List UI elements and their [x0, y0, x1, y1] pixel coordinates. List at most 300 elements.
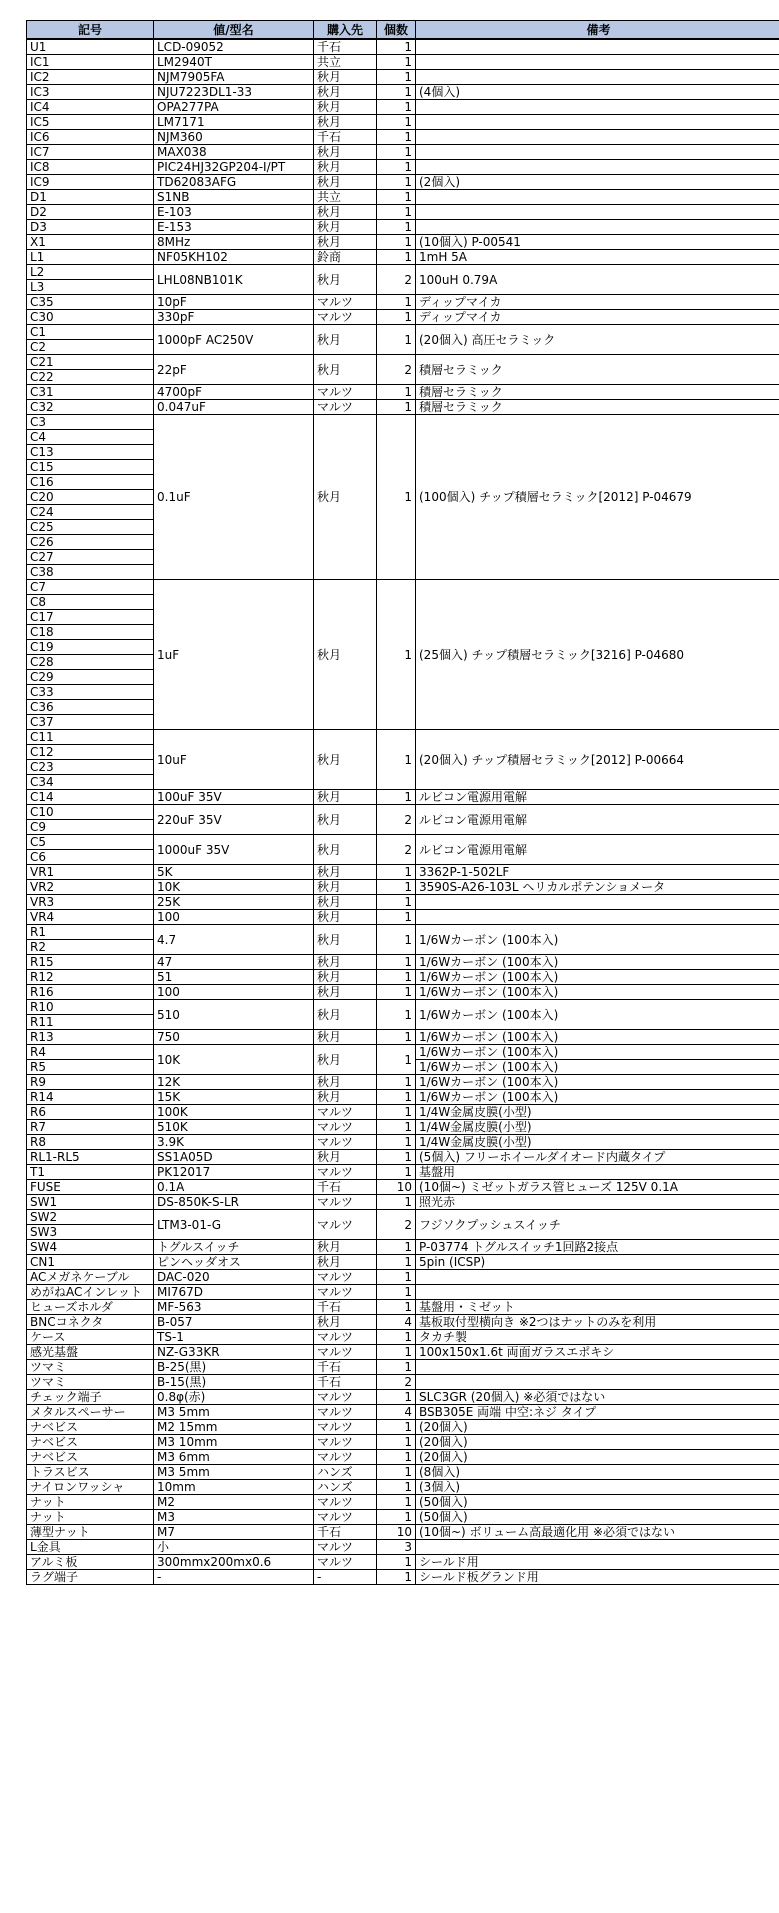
part-note	[416, 100, 779, 115]
table-row	[27, 415, 779, 430]
part-note: (20個入) 高圧セラミック	[416, 325, 779, 355]
part-value: 100	[154, 985, 314, 1000]
part-quantity: 1	[377, 55, 416, 70]
part-note: (2個入)	[416, 175, 779, 190]
part-symbol: L1	[27, 250, 154, 265]
table-body	[27, 39, 779, 1585]
part-note: 積層セラミック	[416, 385, 779, 400]
part-vendor: 秋月	[314, 865, 377, 880]
part-value: 0.8φ(赤)	[154, 1390, 314, 1405]
part-quantity: 1	[377, 970, 416, 985]
part-symbol: C35	[27, 295, 154, 310]
part-vendor: 秋月	[314, 835, 377, 865]
part-note: (50個入)	[416, 1510, 779, 1525]
part-note: 1/4W金属皮膜(小型)	[416, 1135, 779, 1150]
part-symbol: IC5	[27, 115, 154, 130]
table-row	[27, 1135, 779, 1150]
part-value: S1NB	[154, 190, 314, 205]
table-header	[27, 21, 779, 40]
table-row	[27, 1180, 779, 1195]
part-vendor: マルツ	[314, 1510, 377, 1525]
table-row	[27, 1120, 779, 1135]
table-row	[27, 1270, 779, 1285]
part-quantity: 1	[377, 790, 416, 805]
part-note: (100個入) チップ積層セラミック[2012] P-04679	[416, 415, 779, 580]
table-row	[27, 1300, 779, 1315]
part-value: E-153	[154, 220, 314, 235]
part-vendor: 千石	[314, 130, 377, 145]
part-quantity: 1	[377, 580, 416, 730]
part-vendor: ハンズ	[314, 1480, 377, 1495]
part-value: E-103	[154, 205, 314, 220]
part-quantity: 1	[377, 1075, 416, 1090]
part-quantity: 1	[377, 1360, 416, 1375]
table-row	[27, 190, 779, 205]
part-symbol: D3	[27, 220, 154, 235]
part-symbol: IC8	[27, 160, 154, 175]
table-row	[27, 145, 779, 160]
part-symbol: VR4	[27, 910, 154, 925]
part-value: 51	[154, 970, 314, 985]
part-symbol: ツマミ	[27, 1375, 154, 1390]
part-quantity: 2	[377, 835, 416, 865]
table-row	[27, 1165, 779, 1180]
part-vendor: 秋月	[314, 1045, 377, 1075]
part-symbol: C17	[27, 610, 154, 625]
part-value: LCD-09052	[154, 39, 314, 55]
table-row	[27, 1240, 779, 1255]
part-vendor: 千石	[314, 1525, 377, 1540]
part-symbol: ケース	[27, 1330, 154, 1345]
table-row	[27, 1030, 779, 1045]
table-row	[27, 310, 779, 325]
table-row	[27, 955, 779, 970]
table-row	[27, 1330, 779, 1345]
table-row	[27, 205, 779, 220]
part-value: B-25(黒)	[154, 1360, 314, 1375]
part-symbol: C5	[27, 835, 154, 850]
part-note: ディップマイカ	[416, 310, 779, 325]
part-vendor: マルツ	[314, 1555, 377, 1570]
part-value: MF-563	[154, 1300, 314, 1315]
table-row	[27, 1090, 779, 1105]
part-quantity: 2	[377, 265, 416, 295]
table-row	[27, 325, 779, 340]
part-vendor: マルツ	[314, 1540, 377, 1555]
part-note	[416, 1360, 779, 1375]
part-symbol: C10	[27, 805, 154, 820]
part-vendor: マルツ	[314, 1165, 377, 1180]
part-note: (20個入)	[416, 1450, 779, 1465]
part-quantity: 1	[377, 1390, 416, 1405]
part-note: ルビコン電源用電解	[416, 790, 779, 805]
part-symbol: L金具	[27, 1540, 154, 1555]
part-symbol: チェック端子	[27, 1390, 154, 1405]
part-vendor: マルツ	[314, 310, 377, 325]
part-value: M3 6mm	[154, 1450, 314, 1465]
part-quantity: 1	[377, 1270, 416, 1285]
part-quantity: 1	[377, 325, 416, 355]
part-quantity: 1	[377, 1435, 416, 1450]
part-note: ディップマイカ	[416, 295, 779, 310]
part-quantity: 1	[377, 190, 416, 205]
part-vendor: 秋月	[314, 415, 377, 580]
part-symbol: SW1	[27, 1195, 154, 1210]
table-row	[27, 730, 779, 745]
part-symbol: メタルスペーサー	[27, 1405, 154, 1420]
part-vendor: 秋月	[314, 895, 377, 910]
table-row	[27, 160, 779, 175]
part-quantity: 2	[377, 1210, 416, 1240]
part-vendor: 秋月	[314, 265, 377, 295]
part-symbol: SW4	[27, 1240, 154, 1255]
part-note: (5個入) フリーホイールダイオード内蔵タイプ	[416, 1150, 779, 1165]
part-symbol: 感光基盤	[27, 1345, 154, 1360]
header-qty: 個数	[377, 21, 416, 40]
header-symbol: 記号	[27, 21, 154, 40]
table-row	[27, 925, 779, 940]
table-row	[27, 1495, 779, 1510]
table-row	[27, 1285, 779, 1300]
part-quantity: 1	[377, 1135, 416, 1150]
part-quantity: 1	[377, 310, 416, 325]
part-value: 10pF	[154, 295, 314, 310]
part-quantity: 1	[377, 1090, 416, 1105]
part-note: 100uH 0.79A	[416, 265, 779, 295]
part-quantity: 1	[377, 250, 416, 265]
part-value: 0.047uF	[154, 400, 314, 415]
part-vendor: 秋月	[314, 1255, 377, 1270]
table-row	[27, 400, 779, 415]
part-vendor: マルツ	[314, 1195, 377, 1210]
part-symbol: ナベビス	[27, 1435, 154, 1450]
part-symbol: L2	[27, 265, 154, 280]
part-quantity: 4	[377, 1405, 416, 1420]
part-vendor: 秋月	[314, 100, 377, 115]
part-note: (3個入)	[416, 1480, 779, 1495]
part-quantity: 1	[377, 1150, 416, 1165]
part-symbol: IC7	[27, 145, 154, 160]
header-note: 備考	[416, 21, 779, 40]
part-note: 3362P-1-502LF	[416, 865, 779, 880]
part-quantity: 1	[377, 895, 416, 910]
table-row	[27, 1315, 779, 1330]
part-note	[416, 190, 779, 205]
part-symbol: C4	[27, 430, 154, 445]
part-symbol: IC2	[27, 70, 154, 85]
part-quantity: 1	[377, 1420, 416, 1435]
part-note: (8個入)	[416, 1465, 779, 1480]
part-vendor: 秋月	[314, 910, 377, 925]
part-value: M2 15mm	[154, 1420, 314, 1435]
part-symbol: IC6	[27, 130, 154, 145]
part-value: 100K	[154, 1105, 314, 1120]
part-symbol: C6	[27, 850, 154, 865]
part-value: 1000uF 35V	[154, 835, 314, 865]
table-row	[27, 85, 779, 100]
part-symbol: C23	[27, 760, 154, 775]
part-value: NF05KH102	[154, 250, 314, 265]
part-vendor: 秋月	[314, 220, 377, 235]
table-row	[27, 880, 779, 895]
part-vendor: 秋月	[314, 115, 377, 130]
part-vendor: 秋月	[314, 355, 377, 385]
part-quantity: 1	[377, 910, 416, 925]
table-row	[27, 1450, 779, 1465]
part-symbol: FUSE	[27, 1180, 154, 1195]
part-symbol: ツマミ	[27, 1360, 154, 1375]
part-value: 750	[154, 1030, 314, 1045]
part-symbol: IC9	[27, 175, 154, 190]
table-row	[27, 70, 779, 85]
part-symbol: R10	[27, 1000, 154, 1015]
part-value: LTM3-01-G	[154, 1210, 314, 1240]
part-symbol: C37	[27, 715, 154, 730]
part-quantity: 1	[377, 1345, 416, 1360]
part-value: 10K	[154, 880, 314, 895]
part-value: 10mm	[154, 1480, 314, 1495]
part-value: NJM7905FA	[154, 70, 314, 85]
table-row	[27, 1075, 779, 1090]
part-quantity: 1	[377, 70, 416, 85]
part-value: 4.7	[154, 925, 314, 955]
part-symbol: R4	[27, 1045, 154, 1060]
part-quantity: 1	[377, 100, 416, 115]
table-row	[27, 1555, 779, 1570]
part-vendor: マルツ	[314, 1390, 377, 1405]
part-symbol: ナイロンワッシャ	[27, 1480, 154, 1495]
part-note	[416, 70, 779, 85]
table-row	[27, 250, 779, 265]
table-row	[27, 1480, 779, 1495]
part-note: 1/6Wカーボン (100本入)	[416, 985, 779, 1000]
part-note	[416, 910, 779, 925]
part-symbol: C9	[27, 820, 154, 835]
table-row	[27, 1360, 779, 1375]
part-value: 1000pF AC250V	[154, 325, 314, 355]
part-symbol: R6	[27, 1105, 154, 1120]
part-quantity: 1	[377, 1000, 416, 1030]
part-symbol: C12	[27, 745, 154, 760]
part-quantity: 1	[377, 205, 416, 220]
part-value: 510K	[154, 1120, 314, 1135]
part-vendor: 秋月	[314, 1000, 377, 1030]
part-quantity: 1	[377, 1240, 416, 1255]
part-value: DS-850K-S-LR	[154, 1195, 314, 1210]
table-row	[27, 1150, 779, 1165]
part-vendor: マルツ	[314, 295, 377, 310]
part-note	[416, 1540, 779, 1555]
part-note: 3590S-A26-103L ヘリカルポテンショメータ	[416, 880, 779, 895]
part-vendor: 共立	[314, 55, 377, 70]
part-quantity: 1	[377, 400, 416, 415]
part-quantity: 1	[377, 415, 416, 580]
part-note: 1/6Wカーボン (100本入)	[416, 955, 779, 970]
part-value: 100uF 35V	[154, 790, 314, 805]
part-vendor: 秋月	[314, 985, 377, 1000]
part-note: シールド板グランド用	[416, 1570, 779, 1585]
part-vendor: マルツ	[314, 1285, 377, 1300]
part-symbol: C29	[27, 670, 154, 685]
part-symbol: C19	[27, 640, 154, 655]
part-quantity: 1	[377, 235, 416, 250]
part-quantity: 3	[377, 1540, 416, 1555]
table-row	[27, 1540, 779, 1555]
part-vendor: 鈴商	[314, 250, 377, 265]
part-symbol: C21	[27, 355, 154, 370]
part-quantity: 4	[377, 1315, 416, 1330]
part-symbol: R8	[27, 1135, 154, 1150]
part-symbol: 薄型ナット	[27, 1525, 154, 1540]
part-note	[416, 1375, 779, 1390]
part-note: 基盤用・ミゼット	[416, 1300, 779, 1315]
part-note: 1/6Wカーボン (100本入)	[416, 1075, 779, 1090]
part-symbol: D2	[27, 205, 154, 220]
part-quantity: 10	[377, 1525, 416, 1540]
part-value: TS-1	[154, 1330, 314, 1345]
table-row	[27, 1405, 779, 1420]
table-row	[27, 970, 779, 985]
part-vendor: マルツ	[314, 1105, 377, 1120]
table-row	[27, 1000, 779, 1015]
table-row	[27, 55, 779, 70]
part-symbol: BNCコネクタ	[27, 1315, 154, 1330]
part-value: MAX038	[154, 145, 314, 160]
part-note: 100x150x1.6t 両面ガラスエポキシ	[416, 1345, 779, 1360]
part-value: MI767D	[154, 1285, 314, 1300]
part-symbol: RL1-RL5	[27, 1150, 154, 1165]
part-quantity: 1	[377, 1330, 416, 1345]
part-quantity: 1	[377, 730, 416, 790]
part-note: 1/6Wカーボン (100本入)	[416, 1045, 779, 1060]
part-note: (20個入) チップ積層セラミック[2012] P-00664	[416, 730, 779, 790]
part-value: 0.1uF	[154, 415, 314, 580]
part-note	[416, 55, 779, 70]
part-symbol: C26	[27, 535, 154, 550]
part-quantity: 1	[377, 145, 416, 160]
part-symbol: R13	[27, 1030, 154, 1045]
part-symbol: C30	[27, 310, 154, 325]
table-row	[27, 115, 779, 130]
part-value: 47	[154, 955, 314, 970]
table-row	[27, 790, 779, 805]
part-value: 3.9K	[154, 1135, 314, 1150]
table-row	[27, 1435, 779, 1450]
part-value: M3 10mm	[154, 1435, 314, 1450]
part-symbol: C2	[27, 340, 154, 355]
part-symbol: L3	[27, 280, 154, 295]
part-note: SLC3GR (20個入) ※必須ではない	[416, 1390, 779, 1405]
part-value: TD62083AFG	[154, 175, 314, 190]
part-note: 1/4W金属皮膜(小型)	[416, 1120, 779, 1135]
part-vendor: マルツ	[314, 1420, 377, 1435]
part-value: 220uF 35V	[154, 805, 314, 835]
part-value: B-057	[154, 1315, 314, 1330]
part-vendor: 千石	[314, 1300, 377, 1315]
part-value: LM7171	[154, 115, 314, 130]
part-vendor: 秋月	[314, 70, 377, 85]
part-note	[416, 145, 779, 160]
header-vendor: 購入先	[314, 21, 377, 40]
part-symbol: C34	[27, 775, 154, 790]
part-value: 10uF	[154, 730, 314, 790]
part-note	[416, 220, 779, 235]
part-value: ピンヘッダオス	[154, 1255, 314, 1270]
table-row	[27, 1255, 779, 1270]
part-symbol: C3	[27, 415, 154, 430]
part-vendor: 秋月	[314, 205, 377, 220]
part-symbol: C7	[27, 580, 154, 595]
part-value: DAC-020	[154, 1270, 314, 1285]
part-vendor: 秋月	[314, 160, 377, 175]
part-value: 10K	[154, 1045, 314, 1075]
part-quantity: 1	[377, 865, 416, 880]
part-note: (50個入)	[416, 1495, 779, 1510]
part-value: 4700pF	[154, 385, 314, 400]
part-vendor: -	[314, 1570, 377, 1585]
part-symbol: ACメガネケーブル	[27, 1270, 154, 1285]
part-quantity: 1	[377, 1105, 416, 1120]
part-symbol: ラグ端子	[27, 1570, 154, 1585]
part-note	[416, 39, 779, 55]
part-symbol: C22	[27, 370, 154, 385]
part-quantity: 1	[377, 385, 416, 400]
table-row	[27, 1465, 779, 1480]
part-symbol: C16	[27, 475, 154, 490]
part-quantity: 10	[377, 1180, 416, 1195]
part-note: BSB305E 両端 中空:ネジ タイプ	[416, 1405, 779, 1420]
part-symbol: C38	[27, 565, 154, 580]
part-note	[416, 1270, 779, 1285]
part-vendor: マルツ	[314, 1495, 377, 1510]
part-value: M3 5mm	[154, 1405, 314, 1420]
parts-list-table	[26, 20, 779, 1585]
part-vendor: 秋月	[314, 235, 377, 250]
part-symbol: めがねACインレット	[27, 1285, 154, 1300]
part-note	[416, 895, 779, 910]
part-quantity: 1	[377, 115, 416, 130]
part-quantity: 1	[377, 85, 416, 100]
part-note	[416, 205, 779, 220]
part-value: 5K	[154, 865, 314, 880]
table-row	[27, 295, 779, 310]
part-quantity: 1	[377, 880, 416, 895]
part-note: 1mH 5A	[416, 250, 779, 265]
part-note: 照光赤	[416, 1195, 779, 1210]
part-symbol: C8	[27, 595, 154, 610]
part-vendor: 秋月	[314, 955, 377, 970]
part-quantity: 1	[377, 1465, 416, 1480]
part-quantity: 1	[377, 39, 416, 55]
part-symbol: R5	[27, 1060, 154, 1075]
part-vendor: 秋月	[314, 325, 377, 355]
table-row	[27, 985, 779, 1000]
part-quantity: 1	[377, 1165, 416, 1180]
table-row	[27, 220, 779, 235]
table-row	[27, 1510, 779, 1525]
part-note: 1/4W金属皮膜(小型)	[416, 1105, 779, 1120]
part-note: 1/6Wカーボン (100本入)	[416, 1000, 779, 1030]
part-vendor: マルツ	[314, 1345, 377, 1360]
part-quantity: 1	[377, 955, 416, 970]
part-symbol: アルミ板	[27, 1555, 154, 1570]
part-value: 22pF	[154, 355, 314, 385]
part-quantity: 1	[377, 160, 416, 175]
part-vendor: マルツ	[314, 1210, 377, 1240]
table-row	[27, 865, 779, 880]
part-vendor: マルツ	[314, 1270, 377, 1285]
table-row	[27, 805, 779, 820]
